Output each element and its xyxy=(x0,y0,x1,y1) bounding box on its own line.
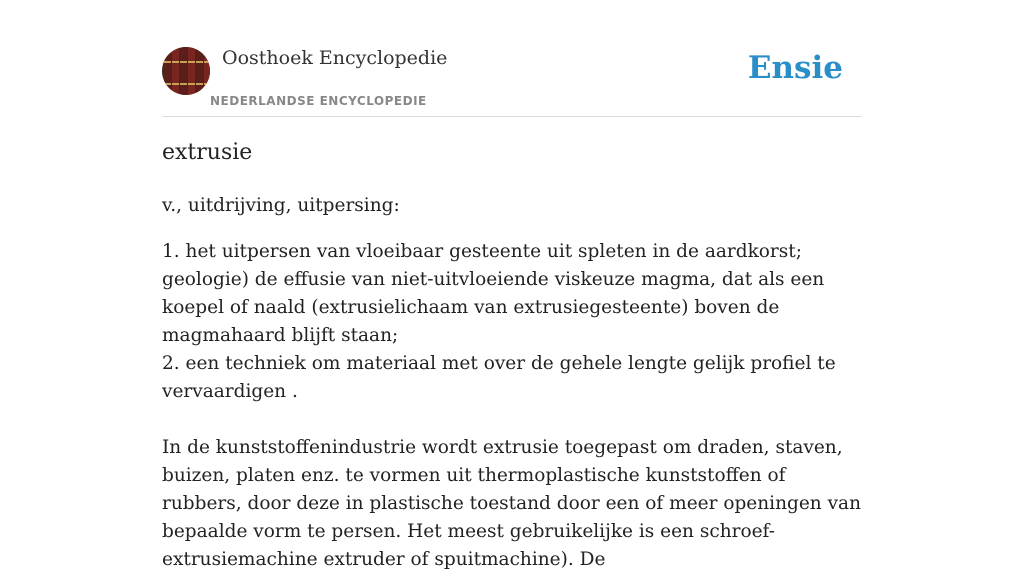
book-spine xyxy=(204,47,210,95)
book-spine xyxy=(188,47,195,95)
book-spine xyxy=(172,47,179,95)
spacer xyxy=(162,406,862,434)
ensie-logo[interactable]: Ensie xyxy=(747,50,843,86)
article-paragraph: In de kunststoffenindustrie wordt extrusie toegepast om draden, staven, buizen, platen enz. te vormen uit thermoplastische kunststoffen of rubbers, door deze in plastische toestand door een of meer openingen van bepaalde vorm te persen. Het meest gebruikelijke is een schroef-extrusiemachine extruder of spuitmachine). De xyxy=(162,437,861,570)
source-name-link[interactable]: Oosthoek Encyclopedie xyxy=(222,47,448,69)
definition-2: 2. een techniek om materiaal met over de gehele lengte gelijk profiel te vervaardigen . xyxy=(162,353,836,402)
article-title: extrusie xyxy=(162,140,253,165)
article-body xyxy=(162,192,862,574)
encyclopedia-books-avatar[interactable] xyxy=(162,47,210,95)
definition-1: 1. het uitpersen van vloeibaar gesteente uit spleten in de aardkorst; geologie) de effusie van niet-uitvloeiende viskeuze magma, dat als een koepel of naald (extrusielichaam van extrusiegesteente) boven de magmahaard blijft staan; xyxy=(162,241,825,346)
article-intro: v., uitdrijving, uitpersing: xyxy=(162,195,400,216)
site-header xyxy=(162,46,862,117)
source-subtitle: NEDERLANDSE ENCYCLOPEDIE xyxy=(210,94,427,108)
book-spine xyxy=(164,47,171,95)
book-spine xyxy=(180,47,187,95)
book-spine xyxy=(196,47,203,95)
